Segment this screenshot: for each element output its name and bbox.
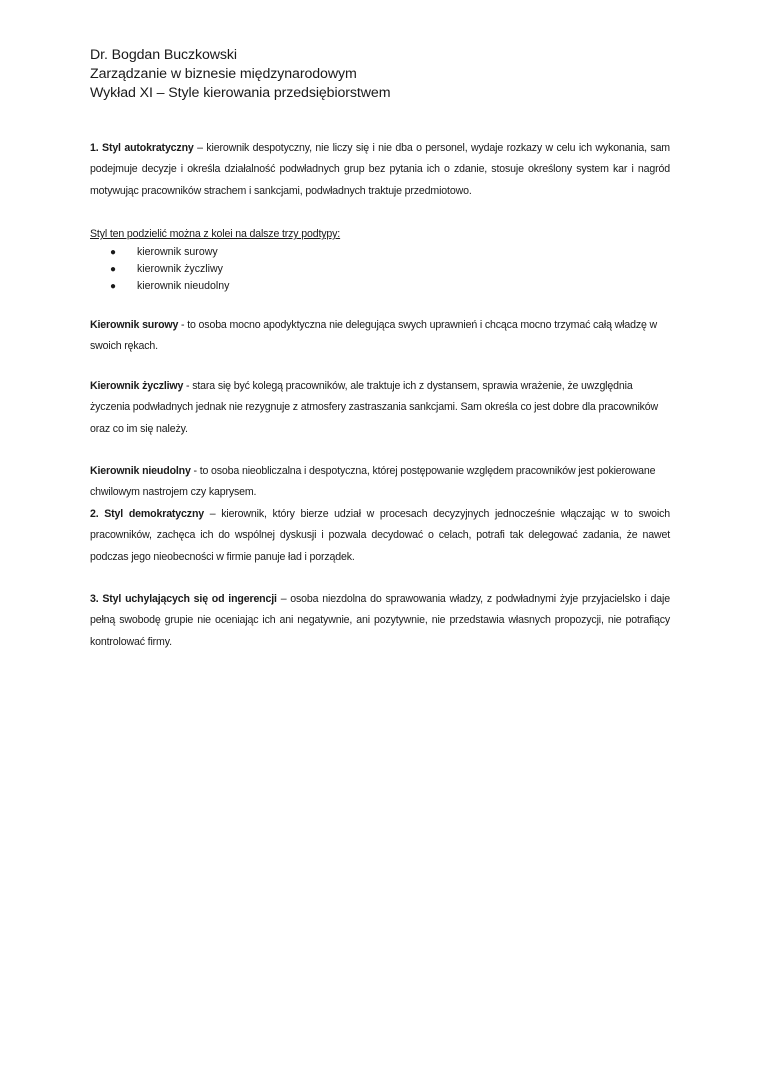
definition-strict-manager xyxy=(90,315,670,358)
section-autocratic-heading: 1. Styl autokratyczny xyxy=(90,142,194,154)
section-laissez-faire-text: – osoba niezdolna do sprawowania władzy, z podwładnymi żyje przyjacielsko i daje pełną swobodę grupie nie oceniając ich ani negatywnie, ani pozytywnie, nie przedstawia własnych propozycji, nie potrafiący kontrolować firmy. xyxy=(90,593,670,648)
lecture-title: Wykład XI – Style kierowania przedsiębiorstwem xyxy=(90,85,391,101)
section-laissez-faire xyxy=(90,589,670,653)
bullet-icon: ● xyxy=(110,247,117,258)
section-autocratic-text: – kierownik despotyczny, nie liczy się i nie dba o personel, wydaje rozkazy w celu ich wykonania, sam podejmuje decyzje i określa działalność podwładnych grup bez pytania ich o zdanie, stosuje określony system kar i nagród motywując pracowników strachem i sankcjami, podwładnych traktuje przedmiotowo. xyxy=(90,142,670,197)
definition-inept-manager xyxy=(90,461,670,504)
section-autocratic xyxy=(90,138,670,202)
definition-term: Kierownik surowy xyxy=(90,319,179,331)
subtype-list xyxy=(110,244,229,296)
course-title: Zarządzanie w biznesie międzynarodowym xyxy=(90,66,357,82)
subtypes-intro xyxy=(90,224,670,245)
bullet-icon: ● xyxy=(110,281,117,293)
definition-term: Kierownik życzliwy xyxy=(90,380,184,392)
definition-text: - stara się być kolegą pracowników, ale traktuje ich z dystansem, sprawia wrażenie, że uwzględnia życzenia podwładnych jednak nie rezygnuje z atmosfery zastraszania sankcjami. Sam określa co jest dobre dla pracowników oraz co im się należy. xyxy=(90,380,659,435)
author-name: Dr. Bogdan Buczkowski xyxy=(90,47,237,63)
list-item-label: kierownik nieudolny xyxy=(137,280,230,293)
bullet-icon: ● xyxy=(110,264,117,276)
list-item xyxy=(110,278,229,295)
section-democratic-heading: 2. Styl demokratyczny xyxy=(90,508,205,520)
list-item xyxy=(110,261,229,278)
list-item xyxy=(110,244,229,261)
section-democratic-text: – kierownik, który bierze udział w procesach decyzyjnych jednocześnie włączając w to swoich pracowników, zachęca ich do wspólnej dyskusji i pozwala decydować o celach, potrafi tak delegować zadania, że nawet podczas jego nieobecności w firmie panuje ład i porządek. xyxy=(90,508,670,563)
section-laissez-faire-heading: 3. Styl uchylających się od ingerencji xyxy=(90,593,277,605)
section-democratic xyxy=(90,504,670,568)
definition-text: - to osoba mocno apodyktyczna nie delegująca swych uprawnień i chcąca mocno trzymać całą władzę w swoich rękach. xyxy=(90,319,658,353)
definition-friendly-manager xyxy=(90,376,670,440)
subtypes-intro-text: Styl ten podzielić można z kolei na dalsze trzy podtypy: xyxy=(90,228,341,240)
definition-text: - to osoba nieobliczalna i despotyczna, której postępowanie względem pracowników jest pokierowane chwilowym nastrojem czy kaprysem. xyxy=(90,465,656,499)
document-header xyxy=(90,46,690,103)
definition-term: Kierownik nieudolny xyxy=(90,465,191,477)
list-item-label: kierownik surowy xyxy=(137,246,218,258)
list-item-label: kierownik życzliwy xyxy=(137,263,223,276)
